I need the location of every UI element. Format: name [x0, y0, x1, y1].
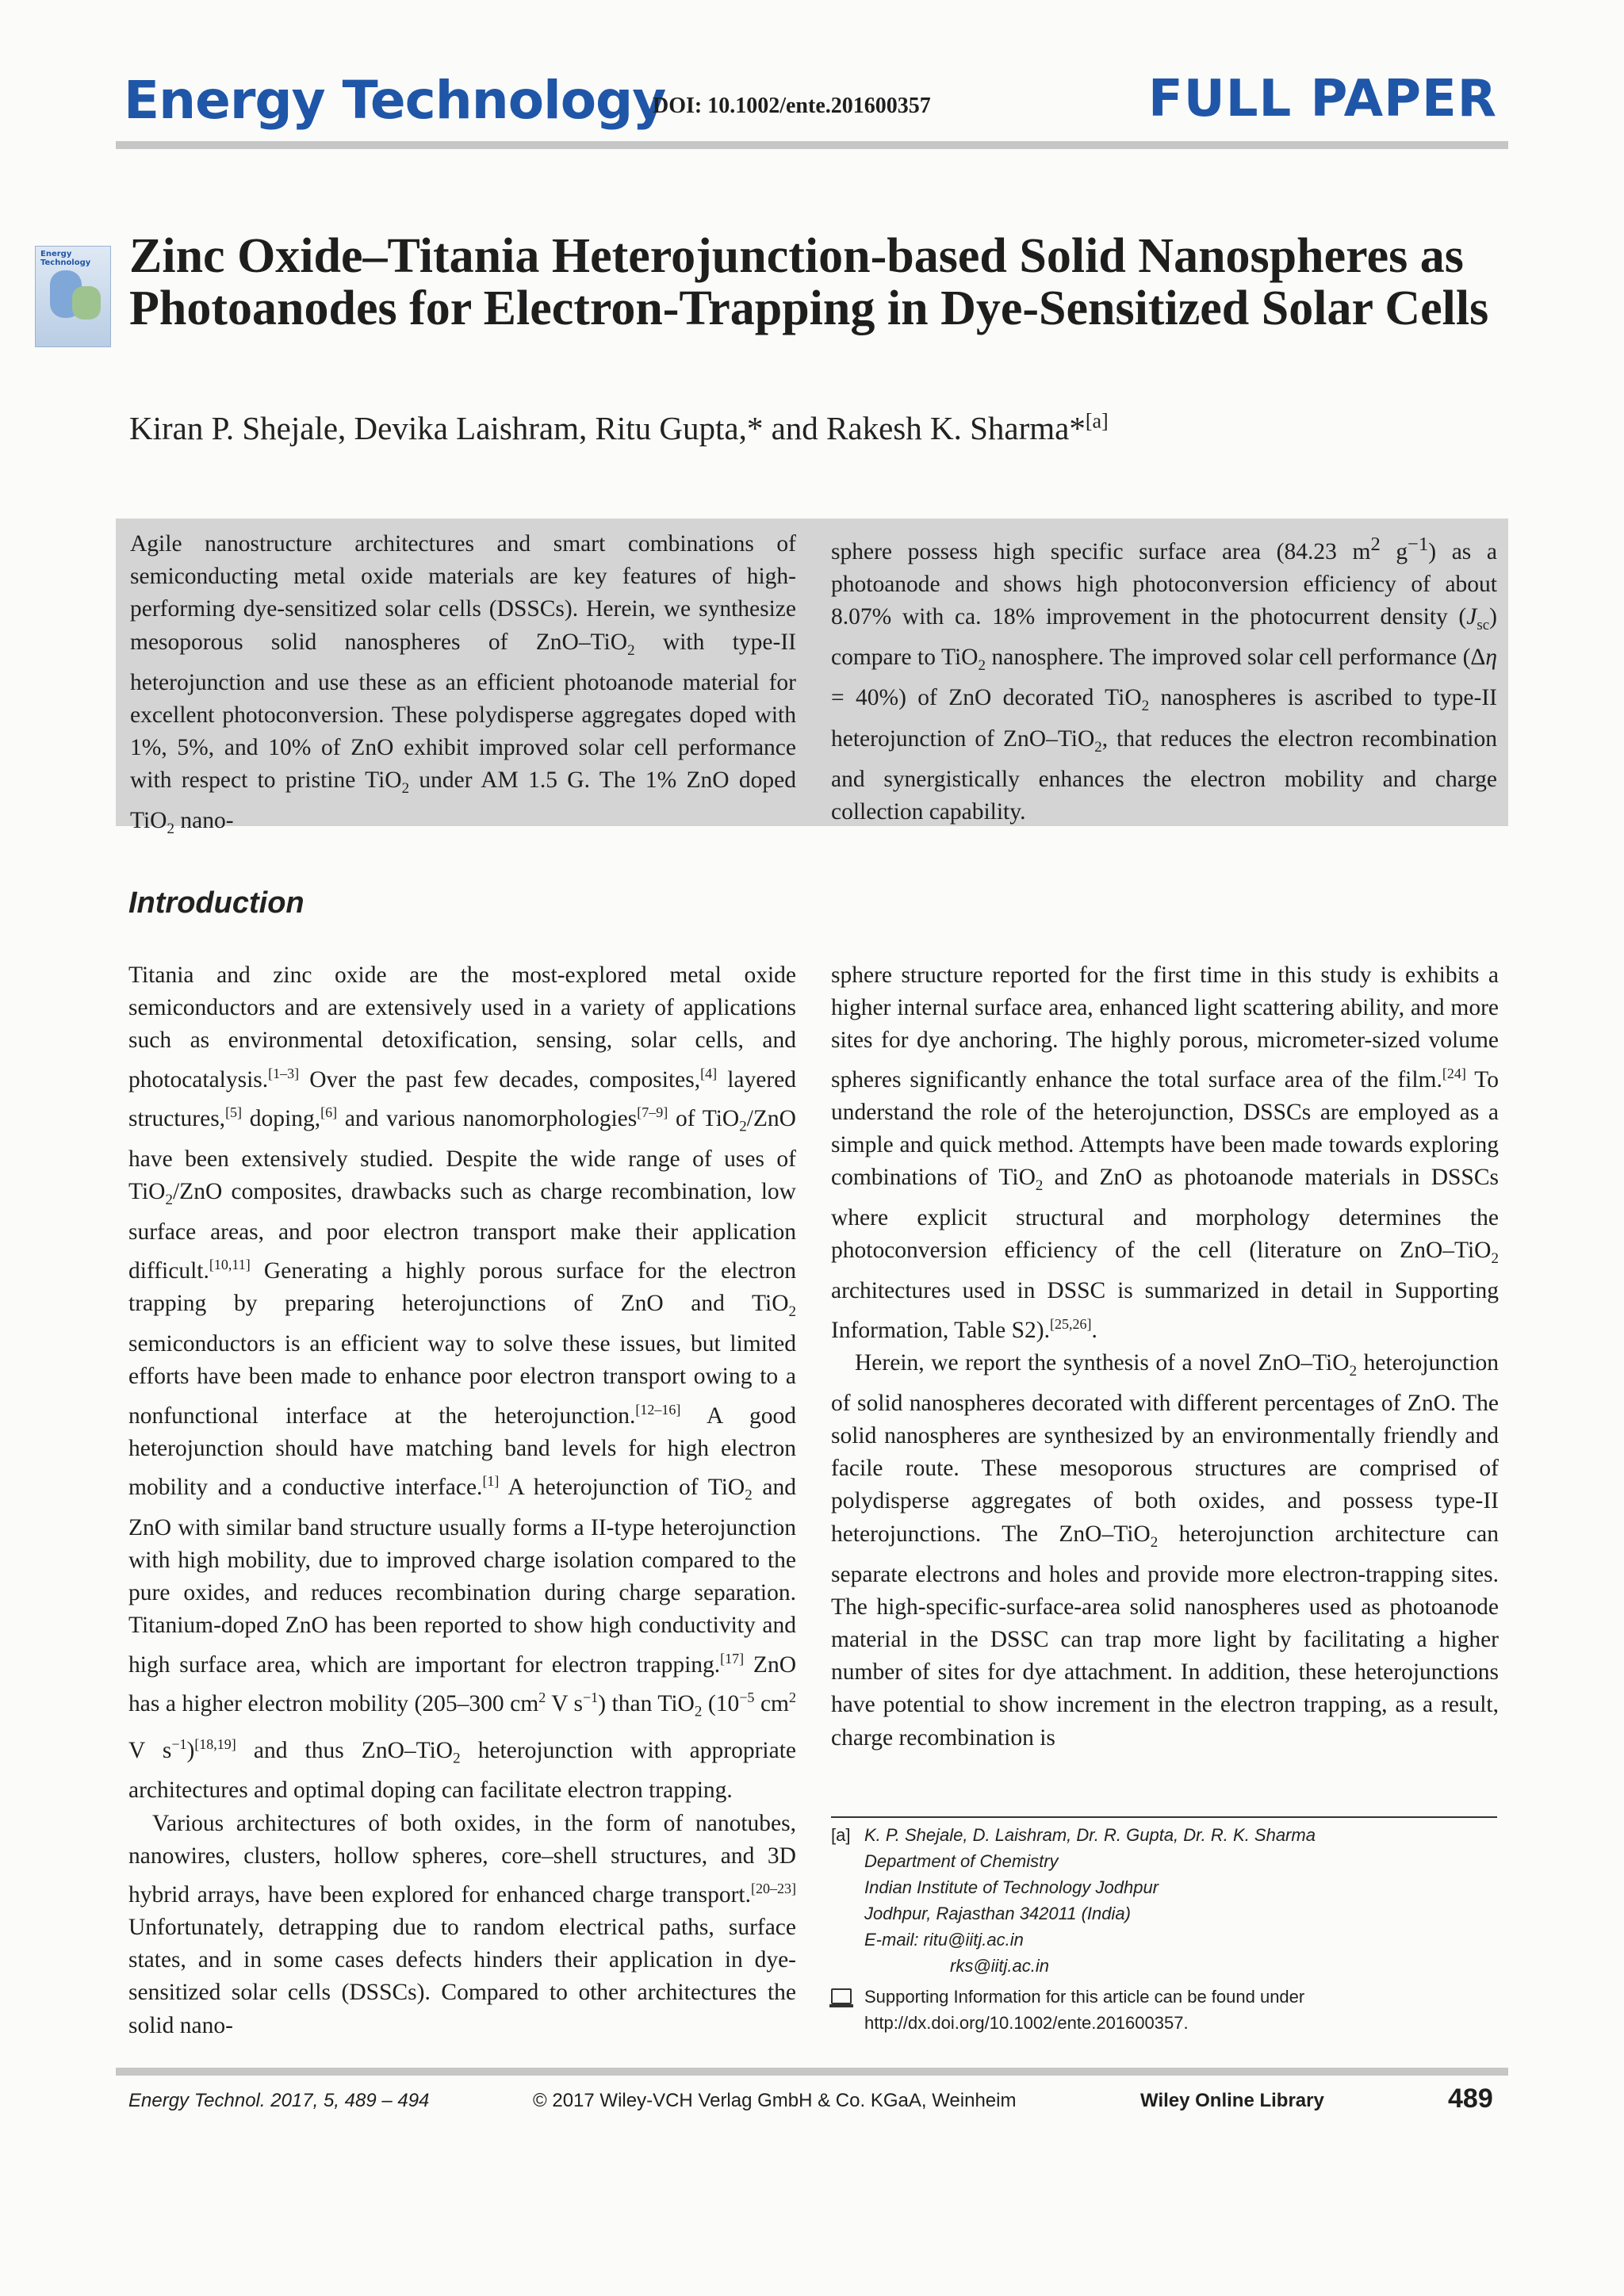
header-rule	[116, 141, 1508, 149]
article-title: Zinc Oxide–Titania Heterojunction-based Solid Nanospheres as Photoanodes for Electron-Trapping in Dye-Sensitized Solar Cells	[129, 229, 1489, 335]
abstract-right-column: sphere possess high specific surface area (84.23 $m^2$ $g^{-1}$) as a photoanode and shows high photoconversion efficiency of about 8.07% with ca. 18% improvement in the photocurrent density $(J_{sc})$ compare to TiO$_2$ nanosphere. The improved solar cell performance (Δη = 40%) of ZnO decorated TiO$_2$ nanospheres is ascribed to type-II heterojunction of ZnO–TiO$_2$, that reduces the electron recombination and synergistically enhances the electron mobility and charge collection capability.	[831, 534, 1498, 825]
footnote-email[interactable]: rks@iitj.ac.in	[950, 1956, 1050, 1976]
authors-text: Kiran P. Shejale, Devika Laishram, Ritu Gupta,* and Rakesh K. Sharma*	[129, 410, 1086, 446]
article-type: FULL PAPER	[1148, 70, 1497, 128]
footnote-line: K. P. Shejale, D. Laishram, Dr. R. Gupta, Dr. R. K. Sharma	[864, 1825, 1316, 1845]
footnote-tag: [a]	[831, 1825, 851, 1845]
affiliation-mark: [a]	[1085, 409, 1109, 433]
doi: DOI: 10.1002/ente.201600357	[653, 94, 931, 118]
affiliation-footnote	[831, 1822, 1513, 1979]
cover-label: Energy Technology	[40, 250, 91, 267]
footer-rule	[116, 2068, 1508, 2076]
paragraph: sphere structure reported for the first time in this study is exhibits a higher internal surface area, enhanced light scattering ability, and more sites for dye anchoring. The highly porous, micrometer-sized volume spheres significantly enhance the total surface area of the film.[24] To understand the role of the heterojunction, DSSCs are employed as a simple and quick method. Attempts have been made towards exploring combinations of TiO$_2$ and ZnO as photoanode materials in DSSCs where explicit structural and morphology determines the photoconversion efficiency of the cell (literature on ZnO–TiO$_2$ architectures used in DSSC is summarized in detail in Supporting Information, Table S2).[25,26].	[831, 962, 1499, 1343]
footnote-line: E-mail: ritu@iitj.ac.in	[864, 1930, 1024, 1950]
body-left-column	[128, 959, 796, 2042]
author-list	[129, 409, 1109, 447]
footnote-rule	[831, 1816, 1497, 1818]
footnote-line: Indian Institute of Technology Jodhpur	[864, 1877, 1159, 1897]
section-heading: Introduction	[128, 886, 304, 920]
paragraph: Herein, we report the synthesis of a novel ZnO–TiO$_2$ heterojunction of solid nanospheres decorated with different percentages of ZnO. The solid nanospheres are synthesized by an environmentally friendly and facile route. These mesoporous structures are comprised of polydisperse aggregates of both oxides, and possess type-II heterojunctions. The ZnO–TiO$_2$ heterojunction architecture can separate electrons and holes and provide more electron-trapping sites. The high-specific-surface-area solid nanospheres used as photoanode material in the DSSC can trap more light by facilitating a higher number of sites for dye attachment. In addition, these heterojunctions have potential to show increment in the electron trapping, as a result, charge recombination is	[831, 1349, 1499, 1751]
footnote-line: Jodhpur, Rajasthan 342011 (India)	[864, 1904, 1131, 1923]
cover-graphic	[72, 286, 101, 320]
abstract-box	[116, 519, 1508, 838]
paragraph: Various architectures of both oxides, in the form of nanotubes, nanowires, clusters, hollow spheres, core–shell structures, and 3D hybrid arrays, have been explored for enhanced charge transport.[20–23] Unfortunately, detrapping due to random electrical paths, surface states, and in some cases defects hinders their application in dye-sensitized solar cells (DSSCs). Compared to other architectures the solid nano-	[128, 1810, 796, 2038]
supporting-info-text[interactable]: Supporting Information for this article can be found under http://dx.doi.org/10.1002/ente.201600357.	[864, 1987, 1305, 2033]
footnote-line: Department of Chemistry	[864, 1851, 1059, 1871]
footer-copyright: © 2017 Wiley-VCH Verlag GmbH & Co. KGaA, Weinheim	[533, 2090, 1017, 2111]
paragraph: Titania and zinc oxide are the most-explored metal oxide semiconductors and are extensively used in a variety of applications such as environmental detoxification, sensing, solar cells, and photocatalysis.[1–3] Over the past few decades, composites,[4] layered structures,[5] doping,[6] and various nanomorphologies[7–9] of TiO$_2$/ZnO have been extensively studied. Despite the wide range of uses of TiO$_2$/ZnO composites, drawbacks such as charge recombination, low surface areas, and poor electron transport make their application difficult.[10,11] Generating a highly porous surface for the electron trapping by preparing heterojunctions of ZnO and TiO$_2$ semiconductors is an efficient way to solve these issues, but limited efforts have been made to enhance poor electron transport owing to a nonfunctional interface at the heterojunction.[12–16] A good heterojunction should have matching band levels for high electron mobility and a conductive interface.[1] A heterojunction of TiO$_2$ and ZnO with similar band structure usually forms a II-type heterojunction with high mobility, due to improved charge isolation compared to the pure oxides, and reduces recombination during charge separation. Titanium-doped ZnO has been reported to show high conductivity and high surface area, which are important for electron trapping.[17] ZnO has a higher electron mobility (205–300 $cm^2$ V $s^{-1}$) than TiO$_2$ ($10^{-5}$ $cm^2$ V $s^{-1})[18,19]$ and thus ZnO–TiO$_2$ heterojunction with appropriate architectures and optimal doping can facilitate electron trapping.	[128, 962, 797, 1804]
footer-citation: Energy Technol. 2017, 5, 489 – 494	[128, 2090, 430, 2111]
journal-name: Energy Technology	[124, 70, 666, 131]
abstract-left-column: Agile nanostructure architectures and smart combinations of semiconducting metal oxide materials are key features of high-performing dye-sensitized solar cells (DSSCs). Herein, we synthesize mesoporous solid nanospheres of ZnO–TiO$_2$ with type-II heterojunction and use these as an efficient photoanode material for excellent photoconversion. These polydisperse aggregates doped with 1%, 5%, and 10% of ZnO exhibit improved solar cell performance with respect to pristine TiO$_2$ under AM 1.5 G. The 1% ZnO doped TiO$_2$ nano-	[130, 531, 797, 838]
computer-icon	[831, 1988, 852, 2004]
body-right-column	[831, 959, 1499, 1755]
footer-library-link[interactable]: Wiley Online Library	[1140, 2090, 1324, 2111]
supporting-info-note	[831, 1984, 1513, 2036]
page-number: 489	[1448, 2084, 1493, 2114]
journal-cover-thumbnail	[35, 246, 111, 347]
